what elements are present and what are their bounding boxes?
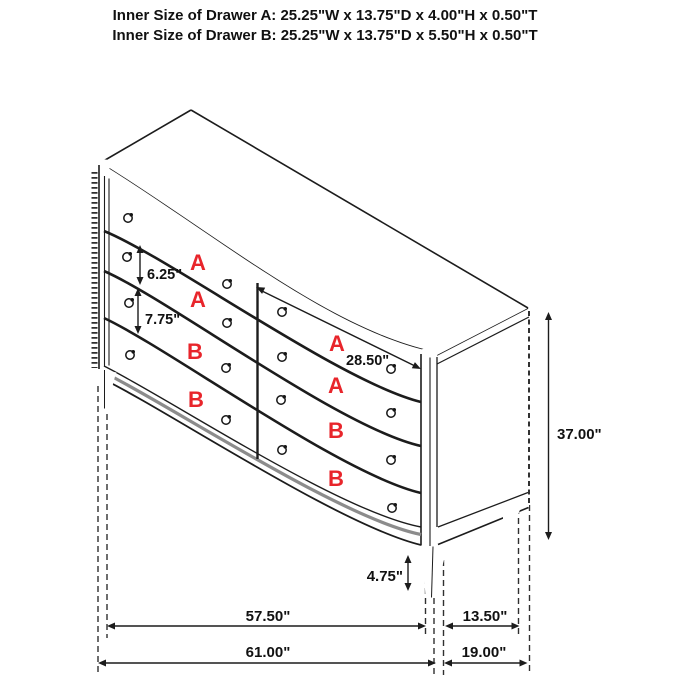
dimension-value: 6.25" [147, 267, 183, 283]
knob [126, 350, 135, 359]
dimension-leg-height [367, 555, 412, 591]
drawer-label: B [328, 418, 344, 443]
drawer-label: A [190, 250, 206, 275]
dimension-value: 57.50" [245, 608, 291, 625]
dimension-value: 37.00" [557, 426, 602, 443]
dimension-total-width [98, 644, 436, 667]
knob [222, 363, 231, 372]
knob [277, 395, 286, 404]
dimension-value: 19.00" [461, 644, 507, 661]
knob [278, 445, 287, 454]
drawer-label: A [329, 331, 345, 356]
dimension-case-depth [445, 608, 520, 630]
drawer-label: B [187, 339, 203, 364]
knob [125, 298, 134, 307]
knob [388, 503, 397, 512]
drawer-label: B [328, 466, 344, 491]
dimension-total-height [545, 312, 602, 540]
knob [223, 318, 232, 327]
dimension-case-width [107, 608, 426, 630]
knob [223, 279, 232, 288]
drawer-label: B [188, 387, 204, 412]
front-left-leg [100, 369, 117, 409]
knob [124, 213, 133, 222]
knob [387, 408, 396, 417]
drawer-label: A [328, 373, 344, 398]
knob [278, 352, 287, 361]
dimension-value: 13.50" [462, 608, 508, 625]
dimension-value: 61.00" [245, 644, 291, 661]
dimension-value: 28.50" [346, 353, 390, 369]
dimension-value: 4.75" [366, 568, 403, 585]
dimension-total-depth [444, 644, 528, 667]
knob [278, 307, 287, 316]
left-post-cap [96, 160, 110, 177]
drawer-label: A [190, 287, 206, 312]
knob [123, 252, 132, 261]
inner-size-drawer-b: Inner Size of Drawer B: 25.25"W x 13.75"D x 5.50"H x 0.50"T [112, 27, 538, 44]
knob [387, 455, 396, 464]
knob [222, 415, 231, 424]
front-right-leg [424, 546, 449, 598]
inner-size-drawer-a: Inner Size of Drawer A: 25.25"W x 13.75"D x 4.00"H x 0.50"T [112, 7, 538, 24]
dimension-value: 7.75" [145, 312, 181, 328]
right-post-cap [421, 349, 438, 358]
